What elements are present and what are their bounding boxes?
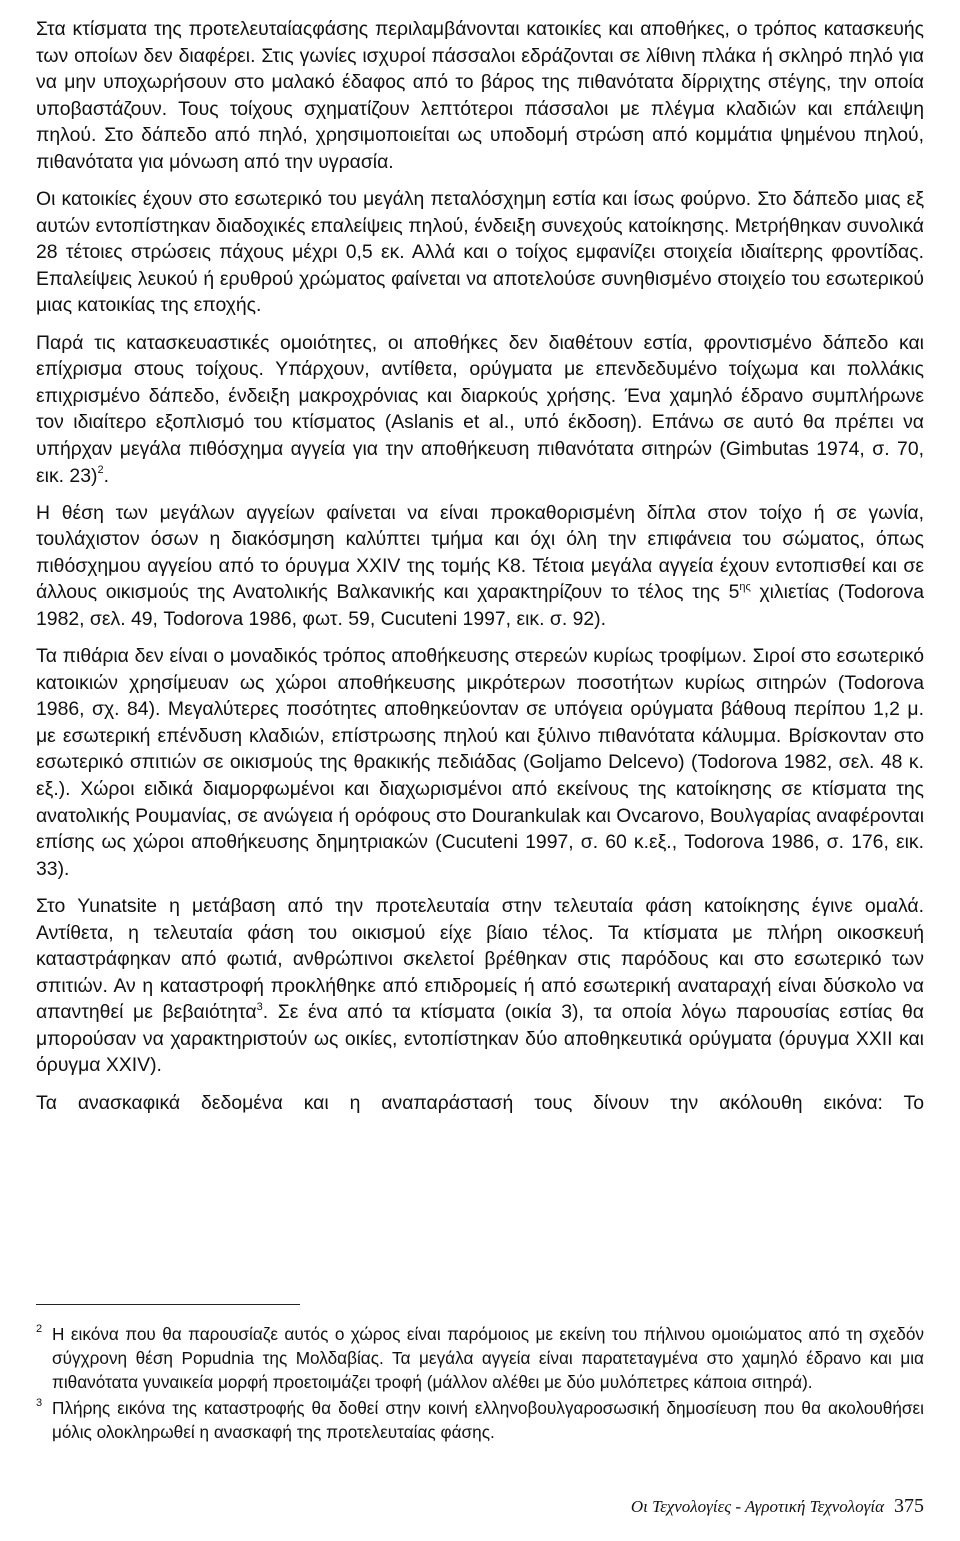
footnote-3 (36, 1396, 924, 1444)
paragraph-jars (36, 643, 924, 882)
paragraph-large-vessels (36, 500, 924, 633)
paragraph-text: Τα ανασκαφικά δεδομένα και η αναπαράστασή τους δίνουν την ακόλουθη εικόνα: Το (36, 1091, 924, 1114)
footnote-text: Η εικόνα που θα παρουσίαζε αυτός ο χώρος είναι παρόμοιος με εκείνη του πήλινου ομοιώματος από τη σχεδόν σύγχρονη θέση Popudnia της Μολδαβίας. Τα μεγάλα αγγεία είναι παρατεταγμένα στο χαμηλό έδρανο και μια πιθανότατα γυναικεία μορφή προετοιμάζει τροφή (μάλλον αλέθει με δύο μυλόπετρες κάποια σιτηρά). (52, 1324, 924, 1393)
paragraph-text: Παρά τις κατασκευαστικές ομοιότητες, οι αποθήκες δεν διαθέτουν εστία, φροντισμένο δάπεδο και επίχρισμα στους τοίχους. Υπάρχουν, αντίθετα, ορύγματα με επενδεδυμένο τοίχωμα και πολλάκις επιχρισμένο δάπεδο, ένδειξη μακροχρόνιας και διαρκούς χρήσης. Ένα χαμηλό έδρανο συμπλήρωνε τον ιδιαίτερο εξοπλισμό του κτίσματος (Aslanis et al., υπό έκδοση). Επάνω σε αυτό θα πρέπει να υπήρχαν μεγάλα πιθόσχημα αγγεία για την αποθήκευση πιθανότατα σιτηρών (Gimbutas 1974, σ. 70, εικ. 23) (36, 331, 924, 487)
paragraph-dwellings (36, 186, 924, 319)
paragraph-text-tail: . Σε ένα από τα κτίσματα (οικία 3), τα οποία λόγω παρουσίας εστίας θα μπορούσαν να χαρακτηριστούν ως οικίες, εντοπίστηκαν δύο αποθηκευτικά ορύγματα (όρυγμα XXII και όρυγμα XXIV). (36, 1001, 925, 1077)
footnotes (36, 1322, 924, 1445)
paragraph-yunatsite (36, 893, 924, 1079)
running-title: Οι Τεχνολογίες - Αγροτική Τεχνολογία (630, 1497, 884, 1516)
page-number: 375 (894, 1495, 924, 1517)
footnote-reference: 3 (256, 1000, 263, 1013)
main-text (36, 16, 924, 1116)
paragraph-storerooms (36, 330, 924, 490)
footnote-text: Πλήρης εικόνα της καταστροφής θα δοθεί στην κοινή ελληνοβουλγαρoσωσική δημοσίευση που θα ακολουθήσει μόλις ολοκληρωθεί η ανασκαφή της προτελευταίας φάσης. (52, 1397, 924, 1442)
paragraph-text: Στα κτίσματα της προτελευταίαςφάσης περιλαμβάνονται κατοικίες και αποθήκες, ο τρόπος κατασκευής των οποίων δεν διαφέρει. Στις γωνίες ισχυροί πάσσαλοι εδράζονται σε λίθινη πλάκα ή σκληρό πηλό για να μην υποχωρήσουν στο μαλακό έδαφος από το βάρος της πιθανότατα δίρριχτης στέγης, την οποία υποβαστάζουν. Τους τοίχους σχηματίζουν λεπτότεροι πάσσαλοι με πλέγμα κλαδιών και επάλειψη πηλού. Στο δάπεδο από πηλό, χρησιμοποιείται ως υποδομή στρώση από κομμάτια ψημένου πηλού, πιθανότατα για μόνωση από την υγρασία. (36, 18, 924, 173)
paragraph-text-tail: . (103, 464, 109, 487)
footnote-mark: 3 (36, 1396, 43, 1409)
footnote-mark: 2 (36, 1323, 43, 1335)
paragraph-excavation-data (36, 1090, 924, 1117)
running-footer (631, 1494, 924, 1519)
footnote-separator (36, 1304, 300, 1305)
paragraph-text: Η θέση των μεγάλων αγγείων φαίνεται να είναι προκαθορισμένη δίπλα στον τοίχο ή σε γωνία, τουλάχιστον όσων η διακόσμηση καλύπτει τμήμα και όχι όλη την επιφάνεια του σώματος, όπως πιθόσχημου αγγείου από το όρυγμα XXIV της τομής Κ8. Τέτοια μεγάλα αγγεία έχουν εντοπισθεί και σε άλλους οικισμούς της Ανατολικής Βαλκανικής και χαρακτηρίζουν το τέλος της 5 (36, 501, 924, 604)
paragraph-text: Τα πιθάρια δεν είναι ο μοναδικός τρόπος αποθήκευσης στερεών κυρίως τροφίμων. Σιροί στο εσωτερικό κατοικιών χρησίμευαν ως χώροι αποθήκευσης μικρότερων ποσοτήτων κυρίως σιτηρών (Todorova 1986, σχ. 84). Μεγαλύτερες ποσότητες αποθηκεύονταν σε υπόγεια ορύγματα βάθουq περίπου 1,2 μ. με εσωτερική επένδυση κλαδιών, επίστρωσης πηλού και ξύλινο πιθανότατα κάλυμμα. Βρίσκονταν στο εσωτερικό σπιτιών σε οικισμούς της θρακικής πεδιάδας (Goljamo Delcevo) (Todorova 1982, σελ. 48 κ. εξ.). Χώροι ειδικά διαμορφωμένοι και διαχωρισμένοι από εκείνους της κατοίκησης σε κτίσματα της ανατολικής Ρουμανίας, σε ανώγεια ή ορόφους στο Dourankulak και Ovcarovo, Βουλγαρίας αναφέρονται επίσης ως χώροι αποθήκευσης δημητριακών (Cucuteni 1997, σ. 60 κ.εξ., Todorova 1986, σ. 176, εικ. 33). (36, 645, 924, 880)
footnote-2 (36, 1322, 924, 1395)
paragraph-text-tail: χιλιετίας (Todorova 1982, σελ. 49, Todorova 1986, φωτ. 59, Cucuteni 1997, εικ. σ. 92). (36, 581, 925, 630)
paragraph-text: Στο Yunatsite η μετάβαση από την προτελευταία στην τελευταία φάση κατοίκησης έγινε ομαλά. Αντίθετα, η τελευταία φάση του οικισμού είχε βίαιο τέλος. Τα κτίσματα με πλήρη οικοσκευή καταστράφηκαν από φωτιά, ανθρώπινοι σκελετοί βρέθηκαν στις παρόδους και στο εσωτερικό των σπιτιών. Αν η καταστροφή προκλήθηκε από επιδρομείς ή από εσωτερική αναταραχή είναι δύσκολο να απαντηθεί με βεβαιότητα (36, 894, 924, 1024)
paragraph-text: Οι κατοικίες έχουν στο εσωτερικό του μεγάλη πεταλόσχημη εστία και ίσως φούρνο. Στο δάπεδο μιας εξ αυτών εντοπίστηκαν διαδοχικές επαλείψεις πηλού, ένδειξη συνεχούς κατοίκησης. Μετρήθηκαν συνολικά 28 τέτοιες στρώσεις πάχους μέχρι 0,5 εκ. Αλλά και ο τοίχος εμφανίζει στοιχεία ιδιαίτερης φροντίδας. Επαλείψεις λευκού ή ερυθρού χρώματος φαίνεται να αποτελούσε συνηθισμένο στοιχείο του εσωτερικού μιας κατοικίας της εποχής. (36, 188, 924, 317)
footnote-reference: 2 (97, 464, 104, 477)
ordinal-superscript: ης (739, 580, 751, 593)
paragraph-storage-buildings (36, 16, 924, 176)
